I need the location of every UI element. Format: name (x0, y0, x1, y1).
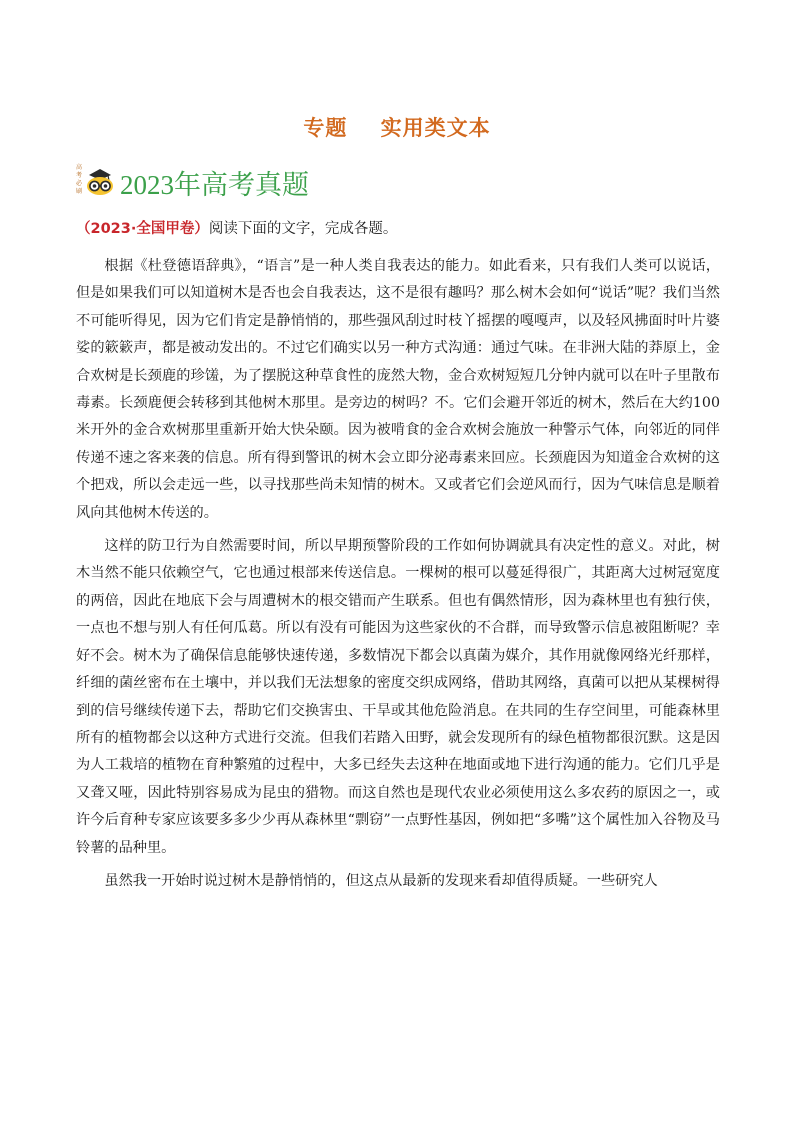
question-prompt (76, 217, 397, 238)
passage-paragraph-2: 这样的防卫行为自然需要时间，所以早期预警阶段的工作如何协调就具有决定性的意义。对此，树木当然不能只依赖空气，它也通过根部来传送信息。一棵树的根可以蔓延得很广，其距离大过树冠宽度的两倍，因此在地底下会与周遭树木的根交错而产生联系。但也有偶然情形，因为森林里也有独行侠，一点也不想与别人有任何瓜葛。所以有没有可能因为这些家伙的不合群，而导致警示信息被阻断呢？幸好不会。树木为了确保信息能够快速传递，多数情况下都会以真菌为媒介，其作用就像网络光纤那样，纤细的菌丝密布在土壤中，并以我们无法想象的密度交织成网络，借助其网络，真菌可以把从某棵树得到的信号继续传递下去，帮助它们交换害虫、干旱或其他危险消息。在共同的生存空间里，可能森林里所有的植物都会以这种方式进行交流。但我们若踏入田野，就会发现所有的绿色植物都很沉默。这是因为人工栽培的植物在育种繁殖的过程中，大多已经失去这种在地面或地下进行沟通的能力。它们几乎是又聋又哑，因此特别容易成为昆虫的猎物。而这自然也是现代农业必须使用这么多农药的原因之一，或许今后育种专家应该要多多少少再从森林里“剽窃”一点野性基因，例如把“多嘴”这个属性加入谷物及马铃薯的品种里。 (76, 538, 720, 856)
document-title: 专题 实用类文本 (303, 116, 491, 140)
section-header (76, 160, 309, 204)
exam-logo (76, 162, 116, 202)
passage (76, 253, 720, 901)
passage-paragraph-1: 根据《杜登德语辞典》，“语言”是一种人类自我表达的能力。如此看来，只有我们人类可以说话，但是如果我们可以知道树木是否也会自我表达，这不是很有趣吗？那么树木会如何“说话”呢？我们当然不可能听得见，因为它们肯定是静悄悄的，那些强风刮过时枝丫摇摆的嘎嘎声，以及轻风拂面时叶片婆娑的簌簌声，都是被动发出的。不过它们确实以另一种方式沟通：通过气味。在非洲大陆的莽原上，金合欢树是长颈鹿的珍馐，为了摆脱这种草食性的庞然大物，金合欢树短短几分钟内就可以在叶子里散布毒素。长颈鹿便会转移到其他树木那里。是旁边的树吗？不。它们会避开邻近的树木，然后在大约100米开外的金合欢树那里重新开始大快朵颐。因为被啃食的金合欢树会施放一种警示气体，向邻近的同伴传递不速之客来袭的信息。所有得到警讯的树木会立即分泌毒素来回应。长颈鹿因为知道金合欢树的这个把戏，所以会走远一些，以寻找那些尚未知情的树木。又或者它们会逆风而行，因为气味信息是顺着风向其他树木传送的。 (76, 258, 720, 521)
logo-side-text: 高考必刷 (76, 164, 83, 195)
section-title: 2023年高考真题 (120, 169, 309, 200)
owl-glasses-icon (85, 166, 115, 196)
question-source: （2023·全国甲卷） (76, 221, 209, 237)
question-instruction: 阅读下面的文字，完成各题。 (208, 221, 398, 237)
passage-paragraph-3: 虽然我一开始时说过树木是静悄悄的，但这点从最新的发现来看却值得质疑。一些研究人 (104, 872, 658, 889)
